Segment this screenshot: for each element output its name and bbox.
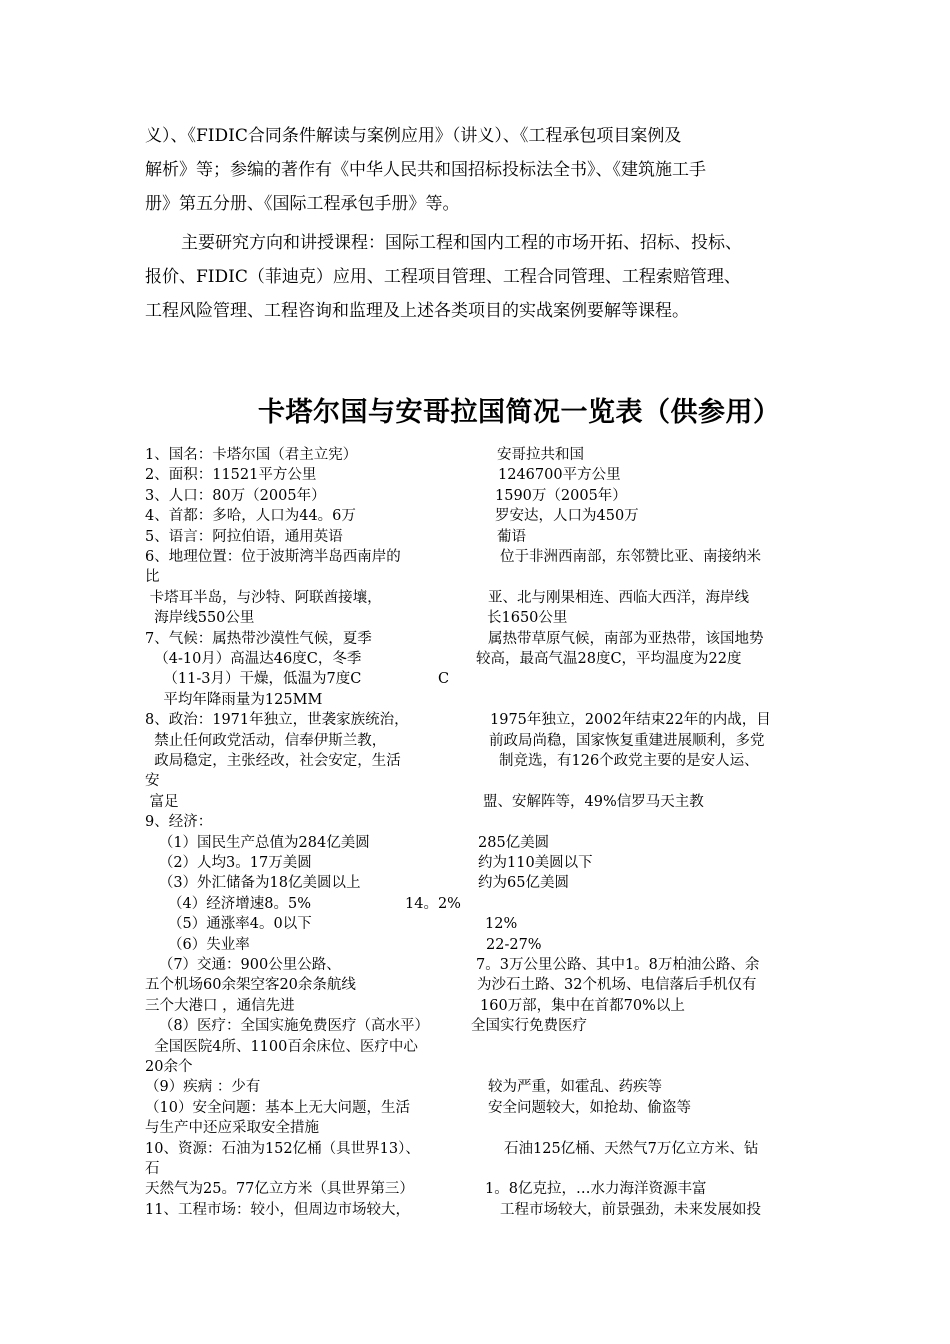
row-right-text: 罗安达，人口为450万 <box>495 508 639 525</box>
row-left-text: 5、语言：阿拉伯语，通用英语 <box>145 528 343 545</box>
row-left-text: 6、地理位置：位于波斯湾半岛西南岸的 <box>145 549 401 565</box>
row-left-text: （11-3月）干燥，低温为7度C <box>145 671 362 688</box>
row-right-text: 长1650公里 <box>487 610 568 627</box>
row-right-text: 属热带草原气候，南部为亚热带，该国地势 <box>488 630 764 647</box>
row-right-text: 较为严重，如霍乱、药疾等 <box>488 1079 662 1096</box>
row-right-text: 制竞选，有126个政党主要的是安人运、 <box>499 753 759 769</box>
row-left-text: 海岸线550公里 <box>145 610 255 627</box>
row-right-text: 盟、安解阵等，49%信罗马天主教 <box>483 793 704 810</box>
row-left-text: 政局稳定，主张经改，社会安定，生活 <box>145 753 401 769</box>
row-left-text: 8、政治：1971年独立，世袭家族统治， <box>145 712 409 729</box>
row-left-text: 全国医院4所、1100百余床位、医疗中心 <box>145 1038 418 1055</box>
row-left-text: 20余个 <box>145 1059 193 1075</box>
row-right-text: 约为65亿美圆 <box>478 875 569 892</box>
row-left-text: （3）外汇储备为18亿美圆以上 <box>145 875 361 892</box>
row-right-text: 葡语 <box>497 528 526 545</box>
row-right-text: 工程市场较大，前景强劲，未来发展如投 <box>500 1201 761 1218</box>
row-right-text: 7。3万公里公路、其中1。8万柏油公路、余 <box>476 957 760 973</box>
row-right-text: 22-27% <box>486 936 542 953</box>
row-left-text: 2、面积：11521平方公里 <box>145 467 317 484</box>
row-left-text: 禁止任何政党活动，信奉伊斯兰教， <box>145 732 387 749</box>
row-right-text: 安哥拉共和国 <box>497 447 584 463</box>
row-right-text: 亚、北与刚果相连、西临大西洋，海岸线 <box>488 589 749 606</box>
text-line: 解析》等；参编的著作有《中华人民共和国招标投标法全书》、《建筑施工手 <box>145 160 706 180</box>
row-left-text: 11、工程市场：较小，但周边市场较大， <box>145 1201 410 1218</box>
row-left-text: （4-10月）高温达46度C，冬季 <box>145 651 362 667</box>
row-right-text: C <box>438 671 450 688</box>
row-right-text: 12% <box>485 916 518 933</box>
row-right-text: 1975年独立，2002年结束22年的内战，目 <box>490 712 771 729</box>
row-left-text: 4、首都：多哈，人口为44。6万 <box>145 508 356 525</box>
intro-paragraph-2 <box>145 226 825 328</box>
row-right-text: 较高，最高气温28度C，平均温度为22度 <box>476 651 742 667</box>
row-left-text: 天然气为25。77亿立方米（具世界第三） <box>145 1181 414 1198</box>
row-left-text: 富足 <box>145 793 179 810</box>
row-left-text: 比 <box>145 569 160 586</box>
row-left-text: （9）疾病 ：少有 <box>145 1079 261 1096</box>
row-right-text: 前政局尚稳，国家恢复重建进展顺利，多党 <box>489 732 765 749</box>
row-left-text: 7、气候：属热带沙漠性气候，夏季 <box>145 630 372 647</box>
row-right-text: 160万部，集中在首都70%以上 <box>480 997 685 1014</box>
page-title: 卡塔尔国与安哥拉国简况一览表（供参用） <box>258 397 781 428</box>
row-left-text: （10）安全问题：基本上无大问题，生活 <box>145 1099 410 1116</box>
row-left-text: 平均年降雨量为125MM <box>145 691 323 708</box>
row-left-text: （5）通涨率4。0以下 <box>145 916 312 933</box>
row-right-text: 全国实行免费医疗 <box>471 1018 587 1035</box>
text-line: 报价、FIDIC（菲迪克）应用、工程项目管理、工程合同管理、工程索赔管理、 <box>145 267 741 287</box>
row-left-text: （2）人均3。17万美圆 <box>145 855 312 871</box>
row-right-text: 石油125亿桶、天然气7万亿立方米、钻 <box>504 1140 759 1157</box>
row-left-text: （7）交通：900公里公路、 <box>145 957 341 973</box>
row-left-text: （8）医疗：全国实施免费医疗（高水平） <box>145 1018 430 1035</box>
row-left-text: 三个大港口 ，通信先进 <box>145 997 295 1014</box>
row-left-text: 安 <box>145 773 160 790</box>
row-left-text: 石 <box>145 1161 160 1177</box>
row-left-text: 与生产中还应采取安全措施 <box>145 1120 319 1137</box>
row-right-text: 为沙石土路、32个机场、电信落后手机仅有 <box>477 977 757 994</box>
row-right-text: 1。8亿克拉，…水力海洋资源丰富 <box>485 1181 707 1198</box>
row-right-text: 1246700平方公里 <box>498 467 621 484</box>
row-right-text: 1590万（2005年） <box>495 487 627 504</box>
row-left-text: 1、国名：卡塔尔国（君主立宪） <box>145 447 358 463</box>
row-left-text: 9、经济： <box>145 814 213 831</box>
text-line: 工程风险管理、工程咨询和监理及上述各类项目的实战案例要解等课程。 <box>145 301 689 321</box>
row-left-text: 五个机场60余架空客20余条航线 <box>145 977 356 994</box>
row-right-text: 安全问题较大，如抢劫、偷盗等 <box>488 1099 691 1116</box>
row-right-text: 约为110美圆以下 <box>478 855 593 871</box>
row-left-text: 卡塔耳半岛，与沙特、阿联酋接壤， <box>145 589 382 606</box>
row-left-text: 10、资源：石油为152亿桶（具世界13）、 <box>145 1140 420 1157</box>
text-line: 册》第五分册、《国际工程承包手册》等。 <box>145 194 460 214</box>
text-line: 义）、《FIDIC合同条件解读与案例应用》（讲义）、《工程承包项目案例及 <box>145 126 682 146</box>
row-right-text: 285亿美圆 <box>478 834 550 851</box>
row-middle-text: 14。2% <box>405 895 461 912</box>
intro-paragraph-1 <box>145 119 825 221</box>
text-line: 主要研究方向和讲授课程：国际工程和国内工程的市场开拓、招标、投标、 <box>181 233 742 253</box>
row-right-text: 位于非洲西南部，东邻赞比亚、南接纳米 <box>500 549 761 565</box>
row-left-text: 3、人口：80万（2005年） <box>145 487 326 504</box>
row-left-text: （1）国民生产总值为284亿美圆 <box>145 834 370 851</box>
row-left-text: （4）经济增速8。5% <box>145 895 311 912</box>
row-left-text: （6）失业率 <box>145 936 250 953</box>
